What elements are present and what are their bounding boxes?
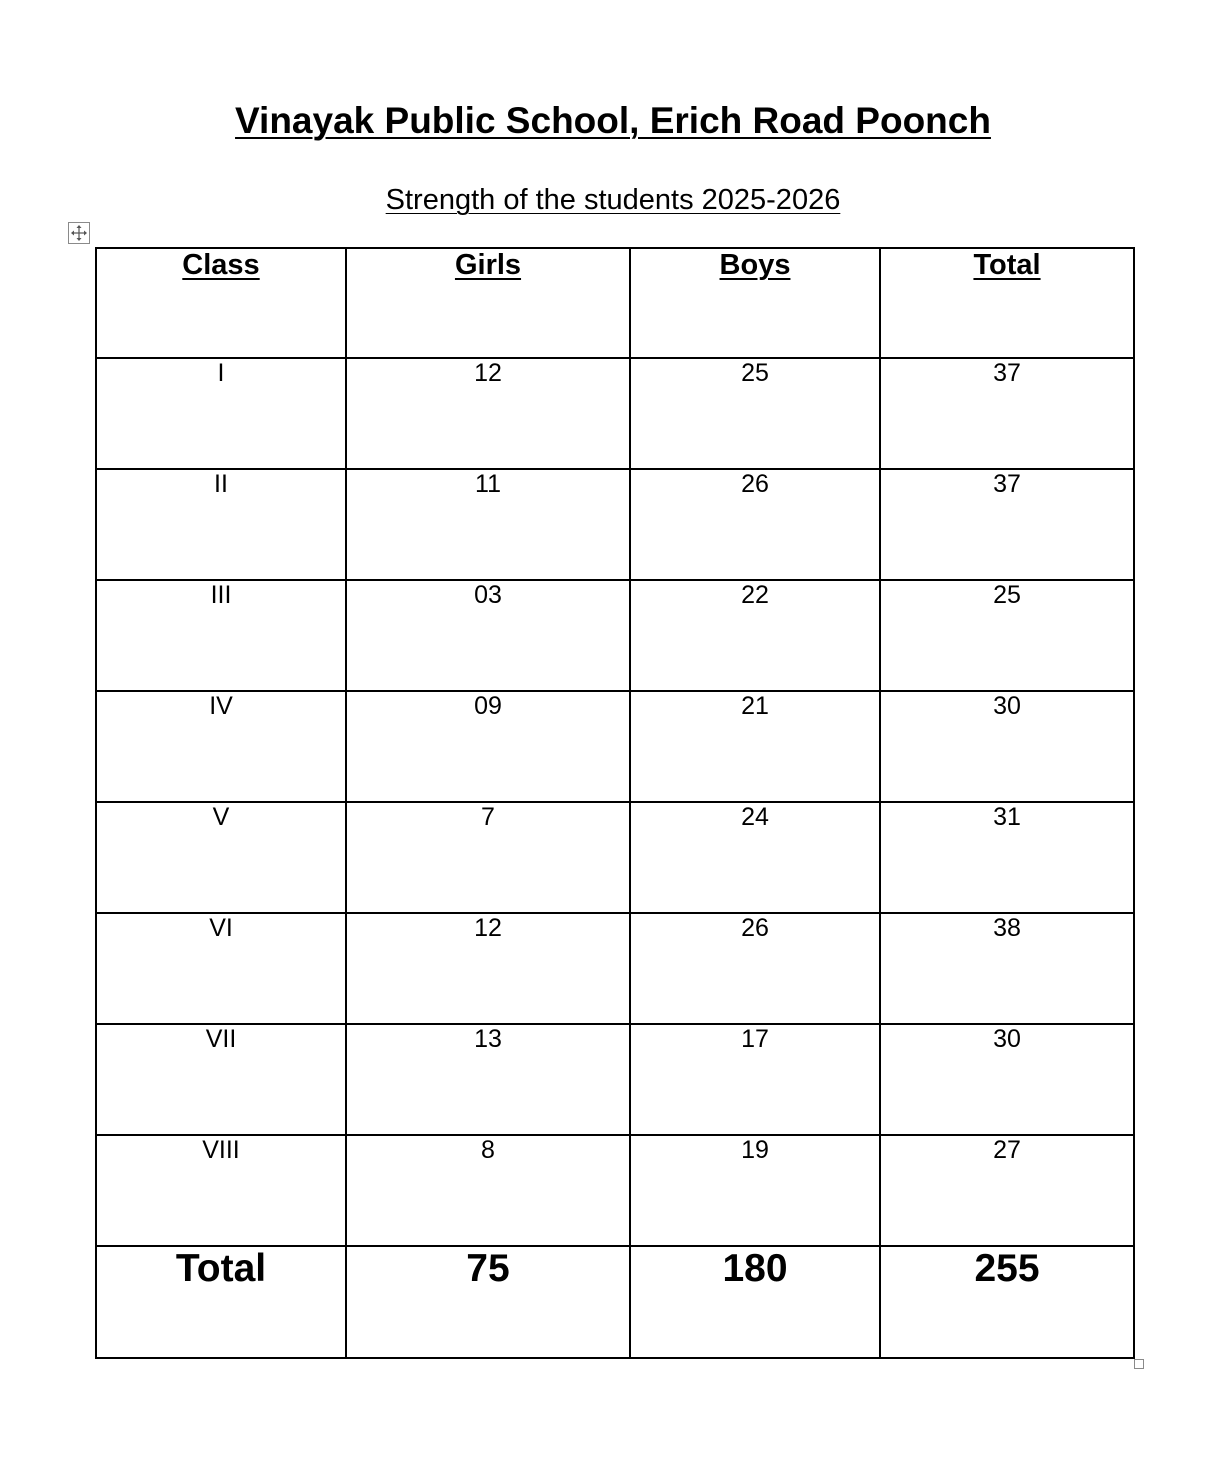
total-label: Total: [96, 1246, 346, 1358]
table-row: [96, 802, 1134, 913]
cell-girls: 11: [346, 469, 630, 580]
cell-class: I: [96, 358, 346, 469]
cell-total: 30: [880, 1024, 1134, 1135]
cell-total: 27: [880, 1135, 1134, 1246]
cell-girls: 09: [346, 691, 630, 802]
total-boys: 180: [630, 1246, 880, 1358]
header-class-label: Class: [182, 249, 260, 281]
table-row: [96, 469, 1134, 580]
header-boys: [630, 248, 880, 358]
cell-boys: 22: [630, 580, 880, 691]
cell-boys: 21: [630, 691, 880, 802]
cell-girls: 7: [346, 802, 630, 913]
header-girls-label: Girls: [454, 249, 522, 281]
cell-class: VI: [96, 913, 346, 1024]
cell-boys: 26: [630, 469, 880, 580]
student-strength-table: [95, 247, 1135, 1359]
cell-boys: 17: [630, 1024, 880, 1135]
cell-class: V: [96, 802, 346, 913]
document-title: [0, 96, 1226, 146]
document-subtitle-text: Strength of the students 2025-2026: [385, 184, 841, 216]
cell-girls: 03: [346, 580, 630, 691]
table-row: [96, 913, 1134, 1024]
move-arrows-icon: [69, 223, 89, 243]
table-resize-handle-icon[interactable]: [1134, 1359, 1144, 1369]
cell-class: II: [96, 469, 346, 580]
cell-class: III: [96, 580, 346, 691]
table-row: [96, 1135, 1134, 1246]
header-total: [880, 248, 1134, 358]
cell-total: 37: [880, 469, 1134, 580]
header-total-label: Total: [973, 249, 1041, 281]
header-girls: [346, 248, 630, 358]
cell-total: 30: [880, 691, 1134, 802]
cell-girls: 8: [346, 1135, 630, 1246]
header-boys-label: Boys: [719, 249, 791, 281]
cell-total: 31: [880, 802, 1134, 913]
document-subtitle: [0, 180, 1226, 220]
cell-girls: 13: [346, 1024, 630, 1135]
total-girls: 75: [346, 1246, 630, 1358]
header-class: [96, 248, 346, 358]
cell-class: VII: [96, 1024, 346, 1135]
cell-total: 25: [880, 580, 1134, 691]
cell-class: IV: [96, 691, 346, 802]
table-row: [96, 580, 1134, 691]
table-total-row: [96, 1246, 1134, 1358]
document-title-text: Vinayak Public School, Erich Road Poonch: [235, 100, 991, 141]
cell-boys: 19: [630, 1135, 880, 1246]
cell-boys: 24: [630, 802, 880, 913]
table-row: [96, 358, 1134, 469]
table-row: [96, 691, 1134, 802]
table-move-handle-icon[interactable]: [68, 222, 90, 244]
cell-class: VIII: [96, 1135, 346, 1246]
cell-girls: 12: [346, 913, 630, 1024]
cell-boys: 25: [630, 358, 880, 469]
table-header-row: [96, 248, 1134, 358]
cell-total: 37: [880, 358, 1134, 469]
table-row: [96, 1024, 1134, 1135]
total-all: 255: [880, 1246, 1134, 1358]
cell-boys: 26: [630, 913, 880, 1024]
cell-girls: 12: [346, 358, 630, 469]
cell-total: 38: [880, 913, 1134, 1024]
